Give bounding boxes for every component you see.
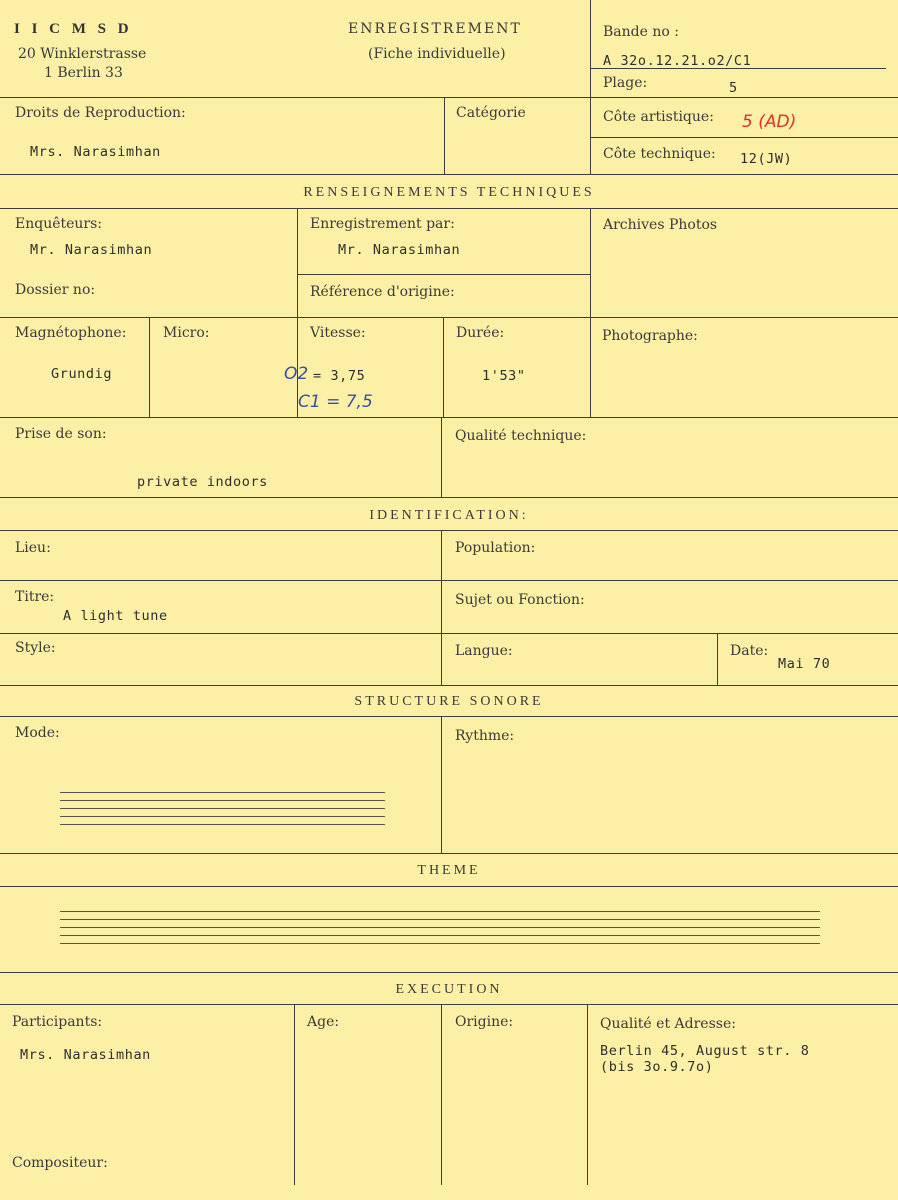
rule-cote-split: [590, 137, 898, 138]
rule-execution-title: [0, 1004, 898, 1005]
rule-prise-bottom: [0, 497, 898, 498]
participants-label: Participants:: [12, 1014, 103, 1030]
theme-line-4: [60, 935, 820, 936]
bande-label: Bande no :: [603, 24, 679, 40]
rule-qualite-adresse-left: [587, 1004, 588, 1185]
magneto-label: Magnétophone:: [15, 325, 127, 341]
rule-lieu-bottom: [0, 580, 898, 581]
qualite-adresse-label: Qualité et Adresse:: [600, 1016, 736, 1032]
date-value: Mai 70: [778, 656, 831, 672]
rule-categorie-left: [444, 97, 445, 174]
rule-style-bottom: [0, 685, 898, 686]
rule-identification-title: [0, 530, 898, 531]
style-label: Style:: [15, 640, 56, 656]
address-line-2: 1 Berlin 33: [44, 65, 123, 81]
enregistrement-label: Enregistrement par:: [310, 216, 455, 232]
section-title-execution: EXECUTION: [395, 982, 503, 997]
rule-enreg-left: [297, 208, 298, 418]
enregistrement-value: Mr. Narasimhan: [338, 242, 461, 258]
rule-structure-title: [0, 716, 898, 717]
rule-qualite-left: [441, 417, 442, 497]
plage-label: Plage:: [603, 75, 648, 91]
rule-right-column: [590, 0, 591, 174]
sujet-label: Sujet ou Fonction:: [455, 592, 585, 608]
cote-technique-label: Côte technique:: [603, 146, 716, 162]
org-logo: I I C M S D: [14, 21, 133, 37]
section-title-theme: THEME: [417, 863, 481, 878]
cote-artistique-value: 5 (AD): [742, 112, 797, 132]
rule-identification-mid: [441, 530, 442, 685]
rule-titre-bottom: [0, 633, 898, 634]
form-title: ENREGISTREMENT: [348, 21, 522, 37]
magneto-value: Grundig: [51, 366, 113, 382]
rule-origine-left: [441, 1004, 442, 1185]
rule-header-bottom: [0, 97, 898, 98]
rule-duree-left: [443, 317, 444, 418]
droits-label: Droits de Reproduction:: [15, 105, 186, 121]
vitesse-label: Vitesse:: [310, 325, 366, 341]
mode-label: Mode:: [15, 725, 60, 741]
address-line-1: 20 Winklerstrasse: [18, 46, 147, 62]
photographe-label: Photographe:: [602, 328, 698, 344]
rule-micro-left: [149, 317, 150, 418]
rule-date-left: [717, 633, 718, 685]
titre-value: A light tune: [63, 608, 168, 624]
rule-structure-bottom: [0, 853, 898, 854]
vitesse-value-2: C1 = 7,5: [298, 392, 373, 412]
rule-theme-bottom: [0, 972, 898, 973]
adresse-line-2: (bis 3o.9.7o): [600, 1059, 714, 1075]
rule-dossier-bottom: [0, 317, 898, 318]
lieu-label: Lieu:: [15, 540, 51, 556]
categorie-label: Catégorie: [456, 105, 526, 121]
vitesse-value-1: = 3,75: [313, 368, 366, 384]
enqueteurs-value: Mr. Narasimhan: [30, 242, 153, 258]
mode-line-5: [60, 824, 385, 825]
date-label: Date:: [730, 643, 769, 659]
origine-label: Origine:: [455, 1014, 514, 1030]
rule-theme-title: [0, 886, 898, 887]
droits-value: Mrs. Narasimhan: [30, 144, 161, 160]
vitesse-handwritten-prefix: O2: [284, 364, 309, 384]
mode-line-3: [60, 808, 385, 809]
theme-line-2: [60, 919, 820, 920]
enqueteurs-label: Enquêteurs:: [15, 216, 103, 232]
duree-value: 1'53": [482, 368, 526, 384]
age-label: Age:: [307, 1014, 340, 1030]
compositeur-label: Compositeur:: [12, 1155, 108, 1171]
rule-rights-bottom: [0, 174, 898, 175]
prise-value: private indoors: [137, 474, 268, 490]
micro-label: Micro:: [163, 325, 210, 341]
participants-value: Mrs. Narasimhan: [20, 1047, 151, 1063]
rule-magneto-bottom: [0, 417, 898, 418]
prise-label: Prise de son:: [15, 426, 107, 442]
bande-value: A 32o.12.21.o2/C1: [603, 53, 752, 69]
cote-artistique-label: Côte artistique:: [603, 109, 714, 125]
mode-line-4: [60, 816, 385, 817]
rule-age-left: [294, 1004, 295, 1185]
duree-label: Durée:: [456, 325, 505, 341]
rythme-label: Rythme:: [455, 728, 515, 744]
form-subtitle: (Fiche individuelle): [368, 46, 506, 62]
plage-value: 5: [729, 80, 738, 96]
section-title-technique: RENSEIGNEMENTS TECHNIQUES: [303, 185, 595, 200]
section-title-identification: IDENTIFICATION:: [369, 508, 529, 523]
theme-line-5: [60, 943, 820, 944]
dossier-label: Dossier no:: [15, 282, 96, 298]
titre-label: Titre:: [15, 589, 55, 605]
section-title-structure: STRUCTURE SONORE: [354, 694, 544, 709]
population-label: Population:: [455, 540, 536, 556]
theme-line-3: [60, 927, 820, 928]
rule-technique-title: [0, 208, 898, 209]
qualite-technique-label: Qualité technique:: [455, 428, 587, 444]
mode-line-2: [60, 800, 385, 801]
archives-label: Archives Photos: [603, 217, 718, 233]
rule-rythme-left: [441, 716, 442, 853]
cote-technique-value: 12(JW): [740, 151, 793, 167]
reference-label: Référence d'origine:: [310, 284, 455, 300]
rule-enreg-bottom: [297, 274, 590, 275]
mode-line-1: [60, 792, 385, 793]
rule-archives-left: [590, 208, 591, 418]
theme-line-1: [60, 911, 820, 912]
langue-label: Langue:: [455, 643, 513, 659]
adresse-line-1: Berlin 45, August str. 8: [600, 1043, 810, 1059]
